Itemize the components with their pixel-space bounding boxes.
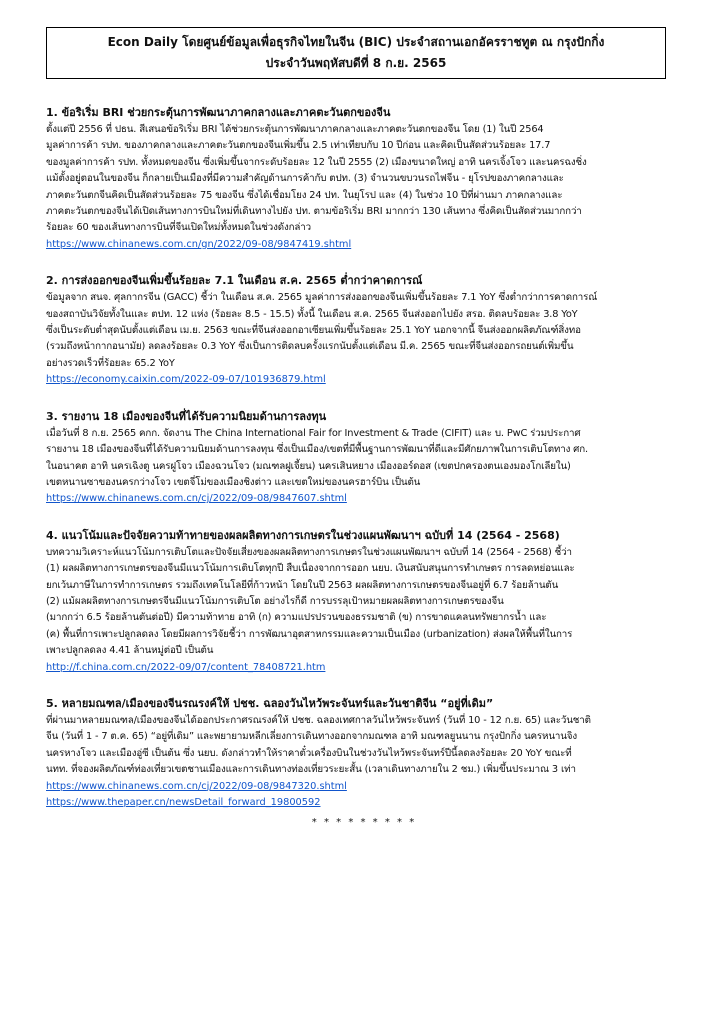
- body-line: (1) ผลผลิตทางการเกษตรของจีนมีแนวโน้มการเติบโตทุกปี สืบเนื่องจากการออก นยบ. เงินสนับสนุนการทำเกษตร การลดหย่อนและ: [46, 563, 575, 575]
- section-body: [46, 545, 682, 660]
- body-line: บทความวิเคราะห์แนวโน้มการเติบโตและปัจจัยเสี่ยงของผลผลิตทางการเกษตรในช่วงแผนพัฒนาฯ ฉบับที่ 14 (2564 - 2568) ชี้ว่า: [46, 546, 572, 558]
- news-section-4: [46, 527, 682, 676]
- body-line: ในอนาคต อาทิ นครเฉิงตู นครฝูโจว เมืองฉวนโจว (มณฑลฝูเจี้ยน) นครเสินหยาง เมืองออร์ดอส (เขตปกครองตนเองมองโกเลียใน): [46, 460, 571, 472]
- section-body: [46, 426, 682, 492]
- body-line: เมื่อวันที่ 8 ก.ย. 2565 คกก. จัดงาน The China International Fair for Investment & Trade (CIFIT) และ บ. PwC ร่วมประกาศ: [46, 427, 581, 439]
- body-line: (มากกว่า 6.5 ร้อยล้านตันต่อปี) มีความท้าทาย อาทิ (ก) ความแปรปรวนของธรรมชาติ (ข) การขาดแคลนทรัพยากรน้ำ และ: [46, 612, 547, 624]
- section-title: 5. หลายมณฑล/เมืองของจีนรณรงค์ให้ ปชช. ฉลองวันไหว้พระจันทร์และวันชาติจีน “อยู่ที่เดิม”: [46, 696, 494, 710]
- news-section-5: [46, 695, 682, 811]
- body-line: อย่างรวดเร็วที่ร้อยละ 65.2 YoY: [46, 357, 175, 369]
- source-link[interactable]: https://www.chinanews.com.cn/cj/2022/09-08/9847607.shtml: [46, 493, 347, 505]
- body-line: ร้อยละ 60 ของเส้นทางการบินที่จีนเปิดใหม่ทั้งหมดในช่วงดังกล่าว: [46, 222, 311, 234]
- body-line: มูลค่าการค้า รปท. ของภาคกลางและภาคตะวันตกของจีนเพิ่มขึ้น 2.5 เท่าเทียบกับ 10 ปีก่อน และคิดเป็นสัดส่วนร้อยละ 17.7: [46, 140, 551, 152]
- body-line: (ค) พื้นที่การเพาะปลูกลดลง โดยมีผลการวิจัยชี้ว่า การพัฒนาอุตสาหกรรมและความเป็นเมือง (urbanization) ส่งผลให้พื้นที่ในการ: [46, 628, 573, 640]
- section-title: 4. แนวโน้มและปัจจัยความท้าทายของผลผลิตทางการเกษตรในช่วงแผนพัฒนาฯ ฉบับที่ 14 (2564 - 2568): [46, 528, 560, 542]
- body-line: ภาคตะวันตกของจีนได้เปิดเส้นทางการบินใหม่ที่เดินทางไปยัง ปท. ตามข้อริเริ่ม BRI มากกว่า 130 เส้นทาง ซึ่งคิดเป็นสัดส่วนมากกว่า: [46, 206, 582, 218]
- body-line: ข้อมูลจาก สนจ. ศุลกากรจีน (GACC) ชี้ว่า ในเดือน ส.ค. 2565 มูลค่าการส่งออกของจีนเพิ่มขึ้นร้อยละ 7.1 YoY ซึ่งต่ำกว่าการคาดการณ์: [46, 292, 598, 304]
- body-line: (2) แม้ผลผลิตทางการเกษตรจีนมีแนวโน้มการเติบโต อย่างไรก็ดี การบรรลุเป้าหมายผลผลิตทางการเกษตรของจีน: [46, 595, 504, 607]
- body-line: ซึ่งเป็นระดับต่ำสุดนับตั้งแต่เดือน เม.ย. 2563 ขณะที่จีนส่งออกอาเซียนเพิ่มขึ้นร้อยละ 25.1 YoY นอกจากนี้ จีนส่งออกผลิตภัณฑ์สิ่งทอ: [46, 325, 581, 337]
- news-section-1: [46, 104, 682, 253]
- body-line: เพาะปลูกลดลง 4.41 ล้านหมู่ต่อปี เป็นต้น: [46, 645, 214, 657]
- section-title: 2. การส่งออกของจีนเพิ่มขึ้นร้อยละ 7.1 ในเดือน ส.ค. 2565 ต่ำกว่าคาดการณ์: [46, 274, 423, 288]
- news-section-3: [46, 408, 682, 508]
- body-line: นครหางโจว และเมืองอู่ซี เป็นต้น ซึ่ง นยบ. ดังกล่าวทำให้ราคาตั๋วเครื่องบินในช่วงวันไหว้พระจันทร์ปีนี้ลดลงร้อยละ 20 YoY ขณะที่: [46, 747, 572, 759]
- header-title: Econ Daily โดยศูนย์ข้อมูลเพื่อธุรกิจไทยในจีน (BIC) ประจำสถานเอกอัครราชทูต ณ กรุงปักกิ่ง: [107, 35, 605, 49]
- section-title: 3. รายงาน 18 เมืองของจีนที่ได้รับความนิยมด้านการลงทุน: [46, 409, 327, 423]
- source-link[interactable]: https://economy.caixin.com/2022-09-07/101936879.html: [46, 374, 326, 386]
- body-line: ตั้งแต่ปี 2556 ที่ ปธน. สีเสนอข้อริเริ่ม BRI ได้ช่วยกระตุ้นการพัฒนาภาคกลางและภาคตะวันตกของจีน โดย (1) ในปี 2564: [46, 124, 544, 135]
- end-marker: * * * * * * * * *: [311, 817, 417, 829]
- news-section-2: [46, 272, 682, 388]
- section-body: [46, 713, 682, 779]
- source-link[interactable]: https://www.chinanews.com.cn/cj/2022/09-08/9847320.shtml: [46, 780, 347, 792]
- body-line: แม้ตั้งอยู่ตอนในของจีน ก็กลายเป็นเมืองที่มีความสำคัญด้านการค้ากับ ตปท. (3) จำนวนขบวนรถไฟจีน - ยุโรปของภาคกลางและ: [46, 173, 564, 185]
- body-line: ของมูลค่าการค้า รปท. ทั้งหมดของจีน ซึ่งเพิ่มขึ้นจากระดับร้อยละ 12 ในปี 2555 (2) เมืองขนาดใหญ่ อาทิ นครเจิ้งโจว และนครฉงชิ่ง: [46, 156, 587, 168]
- source-link[interactable]: https://www.chinanews.com.cn/gn/2022/09-08/9847419.shtml: [46, 238, 352, 250]
- body-line: ภาคตะวันตกจีนคิดเป็นสัดส่วนร้อยละ 75 ของจีน ซึ่งได้เชื่อมโยง 24 ปท. ในยุโรป และ (4) ในช่วง 10 ปีที่ผ่านมา ภาคกลางและ: [46, 189, 563, 201]
- body-line: จีน (วันที่ 1 - 7 ต.ค. 65) “อยู่ที่เดิม” และพยายามหลีกเลี่ยงการเดินทางออกจากมณฑล อาทิ มณฑลยูนนาน กรุงปักกิ่ง นครหนานจิง: [46, 731, 578, 743]
- section-body: [46, 290, 682, 372]
- source-link[interactable]: http://f.china.com.cn/2022-09/07/content_78408721.htm: [46, 661, 326, 673]
- body-line: (รวมถึงหน้ากากอนามัย) ลดลงร้อยละ 0.3 YoY ซึ่งเป็นการติดลบครั้งแรกนับตั้งแต่เดือน มี.ค. 2565 ขณะที่จีนส่งออกรถยนต์เพิ่มขึ้น: [46, 341, 574, 353]
- body-line: นทท. ที่จองผลิตภัณฑ์ท่องเที่ยวเขตชานเมืองและการเดินทางท่องเที่ยวระยะสั้น (เวลาเดินทางภายใน 2 ชม.) เพิ่มขึ้นประมาณ 3 เท่า: [46, 764, 576, 776]
- source-link[interactable]: https://www.thepaper.cn/newsDetail_forward_19800592: [46, 797, 321, 808]
- news-content: [46, 104, 682, 830]
- section-body: [46, 122, 682, 237]
- body-line: รายงาน 18 เมืองของจีนที่ได้รับความนิยมด้านการลงทุน ซึ่งเป็นเมือง/เขตที่มีพื้นฐานการพัฒนาที่ดีและมีศักยภาพในการเติบโตทาง ศก.: [46, 444, 588, 456]
- body-line: ของสถาบันวิจัยทั้งในและ ตปท. 12 แห่ง (ร้อยละ 8.5 - 15.5) ทั้งนี้ ในเดือน ส.ค. 2565 จีนส่งออกไปยัง สรอ. ติดลบร้อยละ 3.8 YoY: [46, 308, 578, 320]
- body-line: ยกเว้นภาษีในการทำการเกษตร รวมถึงเทคโนโลยีที่ก้าวหน้า โดยในปี 2563 ผลผลิตทางการเกษตรของจีนอยู่ที่ 6.7 ร้อยล้านตัน: [46, 579, 559, 591]
- header-date: ประจำวันพฤหัสบดีที่ 8 ก.ย. 2565: [265, 56, 447, 70]
- document-header: [46, 27, 666, 79]
- section-title: 1. ข้อริเริ่ม BRI ช่วยกระตุ้นการพัฒนาภาคกลางและภาคตะวันตกของจีน: [46, 106, 391, 119]
- body-line: เขตหนานซาของนครกว่างโจว เขตจี่โม่ของเมืองชิงต่าว และเขตใหม่ของนครฮาร์บิน เป็นต้น: [46, 476, 421, 488]
- body-line: ที่ผ่านมาหลายมณฑล/เมืองของจีนได้ออกประกาศรณรงค์ให้ ปชช. ฉลองเทศกาลวันไหว้พระจันทร์ (วันที่ 10 - 12 ก.ย. 65) และวันชาติ: [46, 714, 591, 726]
